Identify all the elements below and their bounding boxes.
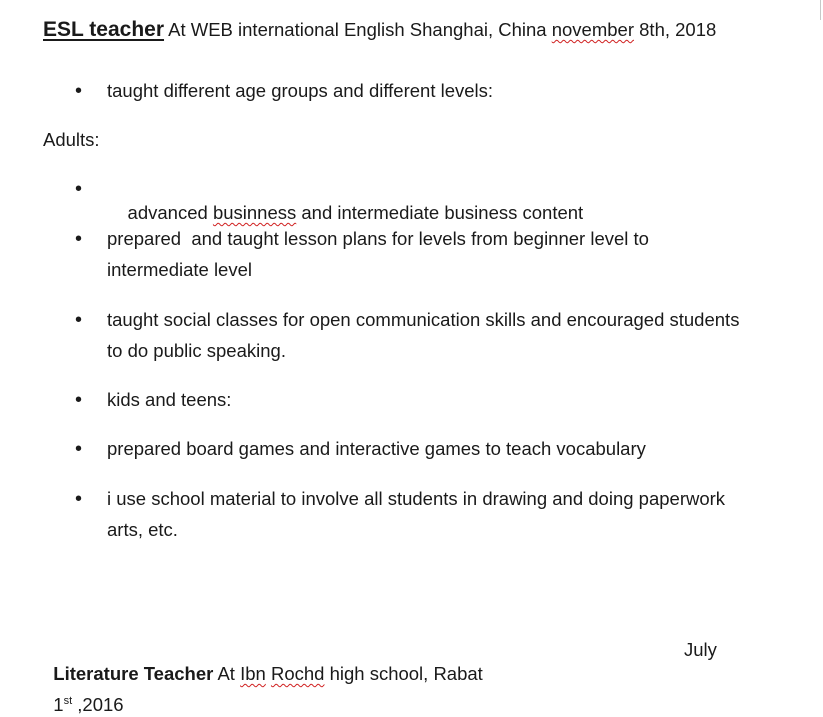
job1-date-rest: 8th, 2018 (634, 19, 717, 40)
job2-month: July (684, 639, 717, 660)
bullet-text: advanced (117, 202, 213, 223)
job2-day-suffix: st (63, 695, 73, 707)
bullet-icon: • (75, 178, 83, 200)
bullet-icon: • (75, 228, 83, 250)
bullet-item-line2: to do public speaking. (107, 340, 286, 361)
bullet-item-line1: taught social classes for open communication skills and encouraged students (107, 309, 740, 330)
bullet-icon: • (75, 488, 83, 510)
bullet-item-line1: prepared and taught lesson plans for levels from beginner level to (107, 228, 649, 249)
bullet-icon: • (75, 389, 83, 411)
job2-year: ,2016 (72, 694, 124, 715)
job2-text: high school, Rabat (324, 663, 483, 684)
job1-intro-bullet: taught different age groups and different levels: (107, 80, 494, 101)
job1-date-month: november (551, 19, 634, 40)
adults-label: Adults: (43, 129, 100, 150)
job1-location: At WEB international English Shanghai, China (164, 19, 552, 40)
job2-date (43, 665, 124, 717)
job2-school-name: Rochd (270, 663, 325, 684)
job1-heading (43, 18, 716, 42)
bullet-item-line2: arts, etc. (107, 519, 178, 540)
bullet-icon: • (75, 438, 83, 460)
bullet-item-line1: i use school material to involve all students in drawing and doing paperwork (107, 488, 726, 509)
bullet-item-line1: prepared board games and interactive games to teach vocabulary (107, 438, 646, 459)
job1-title: ESL teacher (43, 18, 165, 41)
bullet-misspelled-word: businness (212, 202, 297, 223)
job2-title: Literature Teacher (53, 663, 214, 684)
job2-school-name: Ibn (240, 663, 266, 684)
job2-text: At (213, 663, 241, 684)
page-edge (820, 0, 821, 20)
bullet-text: and intermediate business content (296, 202, 584, 223)
bullet-item-line2: intermediate level (107, 259, 252, 280)
job2-day: 1 (53, 694, 64, 715)
bullet-icon: • (75, 309, 83, 331)
bullet-item-line1: kids and teens: (107, 389, 232, 410)
bullet-icon: • (75, 80, 83, 102)
bullet-item (107, 177, 583, 225)
